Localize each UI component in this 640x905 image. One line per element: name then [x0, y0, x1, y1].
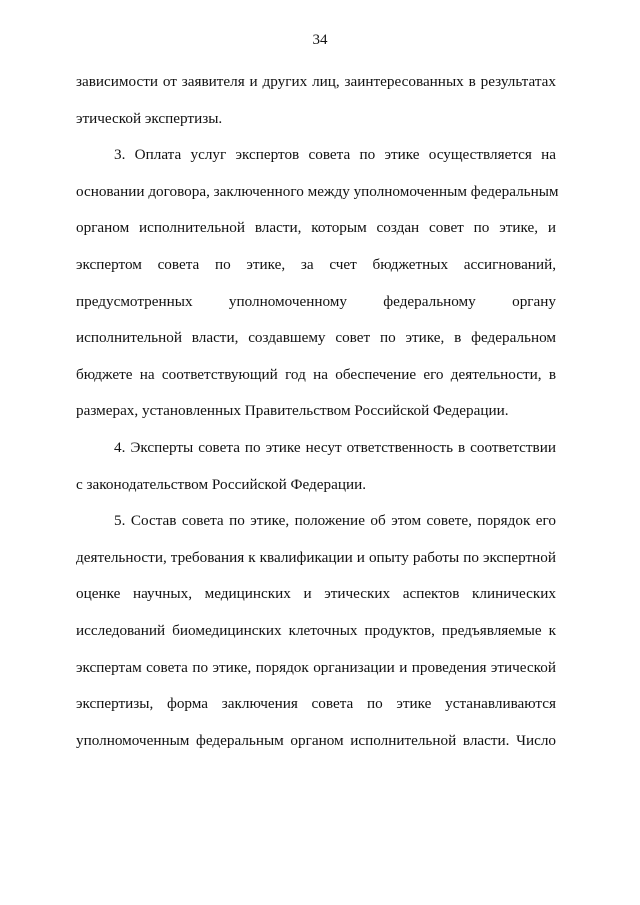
paragraph [76, 430, 556, 503]
text-line: с законодательством Российской Федерации. [76, 475, 367, 493]
text-line: деятельности, требования к квалификации и опыту работы по экспертной [76, 548, 556, 566]
paragraph [76, 137, 559, 430]
text-line: органом исполнительной власти, которым создан совет по этике, и [76, 219, 556, 237]
text-line: этической экспертизы. [76, 109, 223, 127]
text-line: экспертам совета по этике, порядок организации и проведения этической [76, 658, 556, 676]
document-body [76, 64, 559, 759]
text-line: размерах, установленных Правительством Российской Федерации. [76, 402, 509, 420]
text-line: исследований биомедицинских клеточных продуктов, предъявляемые к [76, 621, 556, 639]
paragraph [76, 503, 556, 759]
text-line: предусмотренных уполномоченному федеральному органу [76, 292, 556, 310]
text-line: уполномоченным федеральным органом исполнительной власти. Число [76, 731, 556, 749]
text-line: экспертом совета по этике, за счет бюджетных ассигнований, [76, 255, 556, 273]
text-line: зависимости от заявителя и других лиц, заинтересованных в результатах [76, 73, 556, 90]
text-line: основании договора, заключенного между уполномоченным федеральным [76, 182, 559, 200]
paragraph [76, 64, 556, 137]
text-line: 5. Состав совета по этике, положение об этом совете, порядок его [114, 512, 556, 530]
text-line: 4. Эксперты совета по этике несут ответственность в соответствии [114, 438, 556, 456]
text-line: 3. Оплата услуг экспертов совета по этике осуществляется на [114, 146, 556, 164]
text-line: экспертизы, форма заключения совета по этике устанавливаются [76, 695, 556, 713]
text-line: оценке научных, медицинских и этических аспектов клинических [76, 585, 556, 603]
page-number: 34 [312, 32, 328, 48]
text-line: исполнительной власти, создавшему совет по этике, в федеральном [76, 329, 556, 347]
text-line: бюджете на соответствующий год на обеспечение его деятельности, в [76, 365, 556, 383]
